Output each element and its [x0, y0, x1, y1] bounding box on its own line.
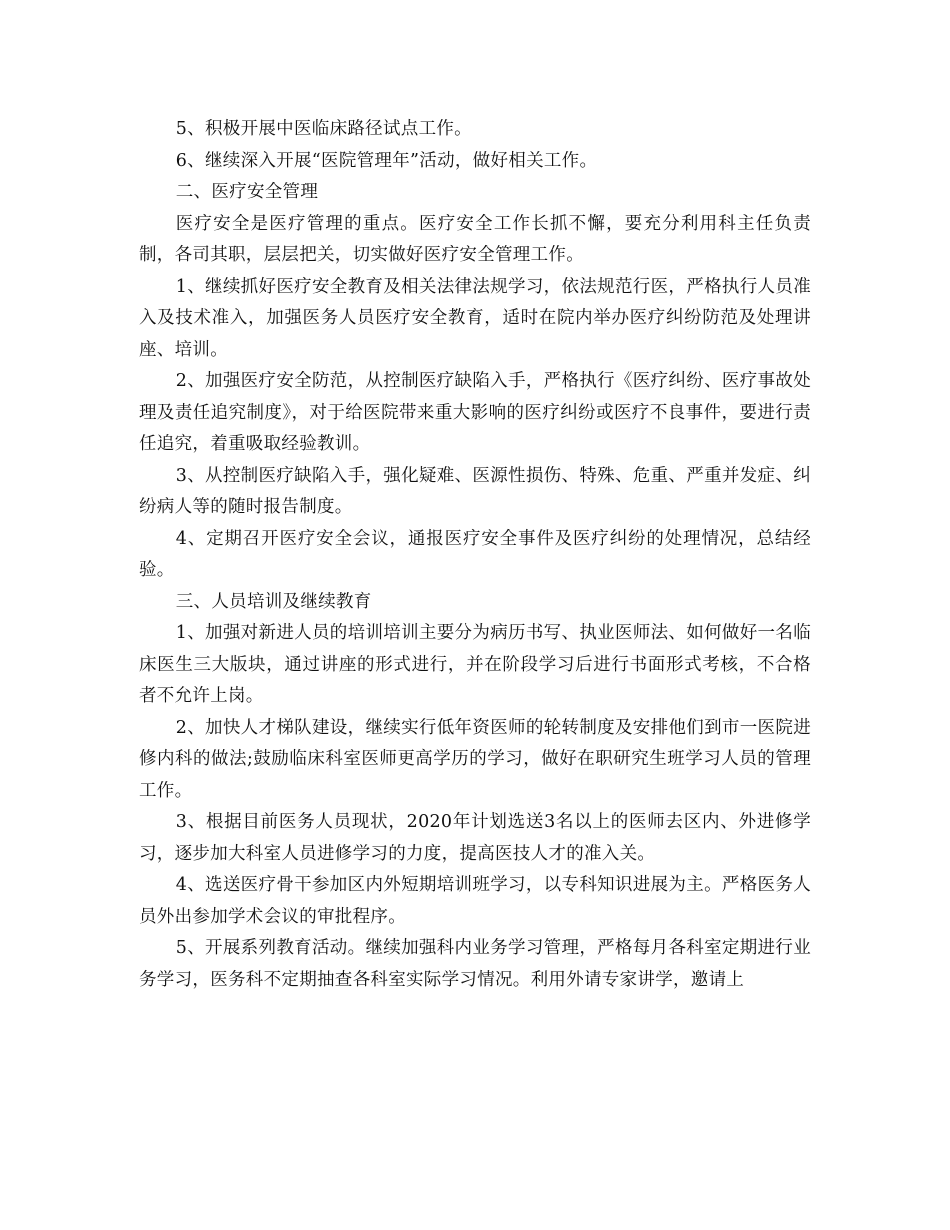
paragraph-training-item-2: 2、加快人才梯队建设，继续实行低年资医师的轮转制度及安排他们到市一医院进修内科的做法;鼓励临床科室医师更高学历的学习，做好在职研究生班学习人员的管理工作。	[139, 717, 811, 801]
paragraph-training-item-3: 3、根据目前医务人员现状，2020年计划选送3名以上的医师去区内、外进修学习，逐步加大科室人员进修学习的力度，提高医技人才的准入关。	[139, 812, 811, 864]
section-heading-training: 三、人员培训及继续教育	[175, 591, 372, 612]
paragraph-training-item-5: 5、开展系列教育活动。继续加强科内业务学习管理，严格每月各科室定期进行业务学习，医务科不定期抽查各科室实际学习情况。利用外请专家讲学，邀请上	[139, 938, 811, 990]
paragraph-item-5-tcm-pathway: 5、积极开展中医临床路径试点工作。	[175, 119, 472, 139]
paragraph-training-item-1: 1、加强对新进人员的培训培训主要分为病历书写、执业医师法、如何做好一名临床医生三大版块，通过讲座的形式进行，并在阶段学习后进行书面形式考核，不合格者不允许上岗。	[139, 623, 811, 706]
paragraph-item-6-management-year: 6、继续深入开展“医院管理年”活动，做好相关工作。	[175, 150, 598, 171]
paragraph-safety-intro: 医疗安全是医疗管理的重点。医疗安全工作长抓不懈，要充分利用科主任负责制，各司其职，层层把关，切实做好医疗安全管理工作。	[139, 213, 811, 265]
paragraph-safety-item-3: 3、从控制医疗缺陷入手，强化疑难、医源性损伤、特殊、危重、严重并发症、纠纷病人等的随时报告制度。	[139, 465, 811, 517]
paragraph-safety-item-2: 2、加强医疗安全防范，从控制医疗缺陷入手，严格执行《医疗纠纷、医疗事故处理及责任追究制度》，对于给医院带来重大影响的医疗纠纷或医疗不良事件，要进行责任追究，着重吸取经验教训。	[139, 371, 811, 454]
section-heading-medical-safety: 二、医疗安全管理	[175, 182, 319, 202]
document-body	[139, 114, 811, 996]
paragraph-training-item-4: 4、选送医疗骨干参加区内外短期培训班学习，以专科知识进展为主。严格医务人员外出参加学术会议的审批程序。	[139, 875, 811, 927]
paragraph-safety-item-4: 4、定期召开医疗安全会议，通报医疗安全事件及医疗纠纷的处理情况，总结经验。	[139, 528, 811, 580]
paragraph-safety-item-1: 1、继续抓好医疗安全教育及相关法律法规学习，依法规范行医，严格执行人员准入及技术准入，加强医务人员医疗安全教育，适时在院内举办医疗纠纷防范及处理讲座、培训。	[139, 276, 811, 360]
